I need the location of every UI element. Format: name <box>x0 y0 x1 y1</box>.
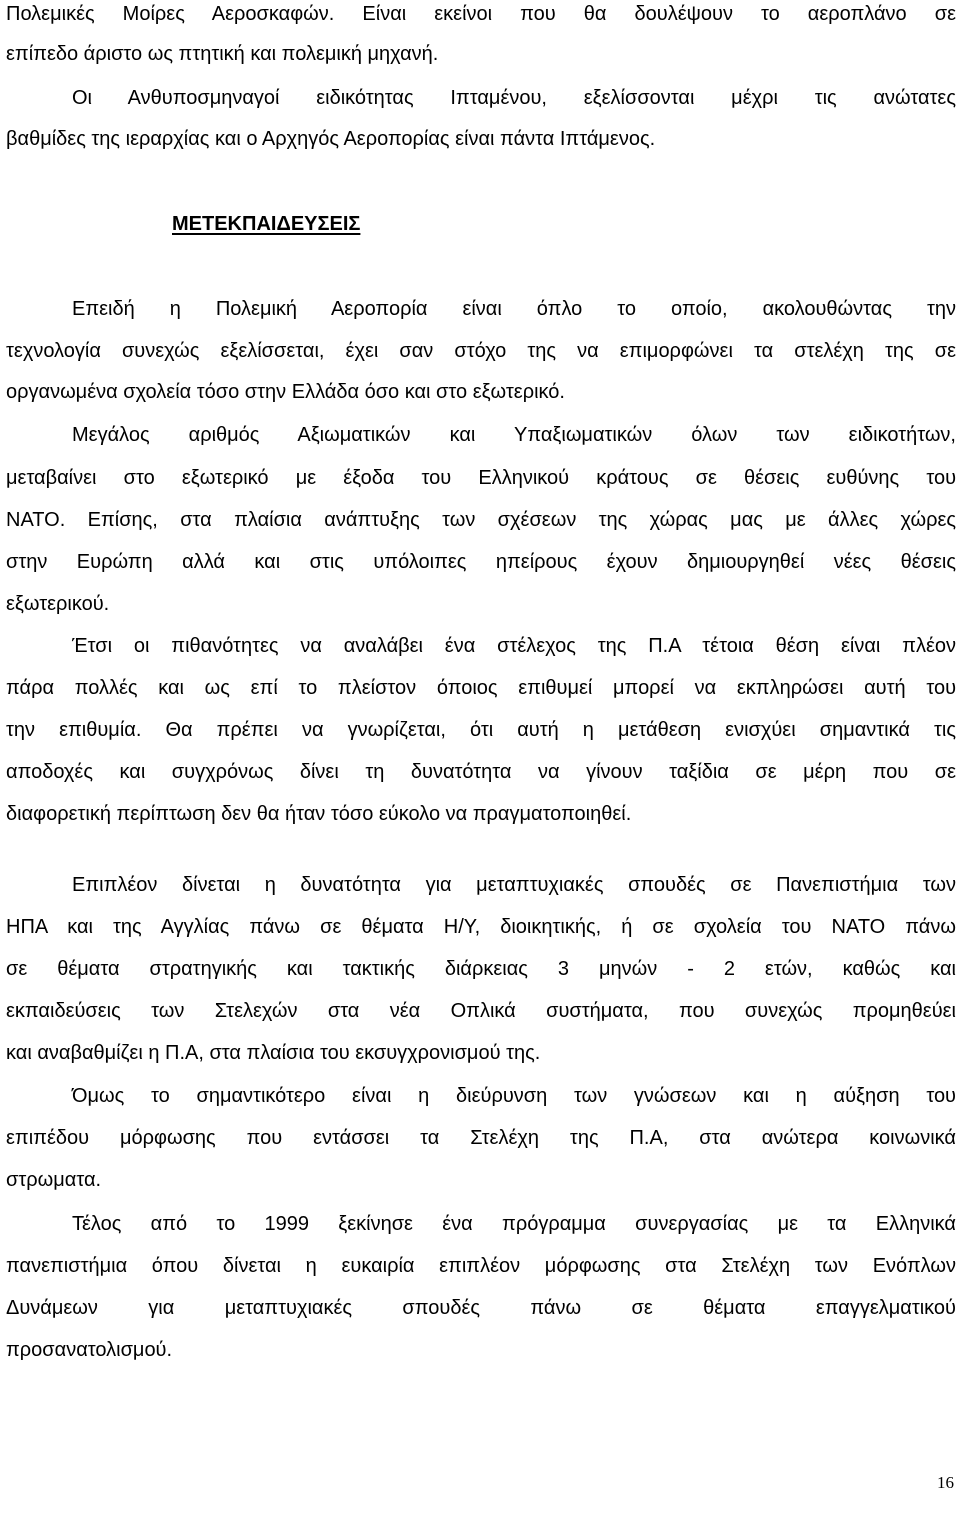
text-line: βαθμίδες της ιεραρχίας και ο Αρχηγός Αεροπορίας είναι πάντα Ιπτάμενος. <box>6 128 656 150</box>
text-line: Οι Ανθυποσμηναγοί ειδικότητας Ιπταμένου, εξελίσσονται μέχρι τις ανώτατες <box>72 87 956 109</box>
text-line: Επειδή η Πολεμική Αεροπορία είναι όπλο το οποίο, ακολουθώντας την <box>72 298 956 320</box>
text-line: στρωματα. <box>6 1169 102 1191</box>
text-line: Πολεμικές Μοίρες Αεροσκαφών. Είναι εκείνοι που θα δουλέψουν το αεροπλάνο σε <box>6 3 956 25</box>
text-line: οργανωμένα σχολεία τόσο στην Ελλάδα όσο και στο εξωτερικό. <box>6 381 565 403</box>
text-line: διαφορετική περίπτωση δεν θα ήταν τόσο εύκολο να πραγματοποιηθεί. <box>6 803 632 825</box>
text-line: ΝΑΤΟ. Επίσης, στα πλαίσια ανάπτυξης των σχέσεων της χώρας μας με άλλες χώρες <box>6 509 956 531</box>
document-page <box>6 0 956 1524</box>
text-line: αποδοχές και συγχρόνως δίνει τη δυνατότητα να γίνουν ταξίδια σε μέρη που σε <box>6 761 956 783</box>
text-line: Έτσι οι πιθανότητες να αναλάβει ένα στέλεχος της Π.Α τέτοια θέση είναι πλέον <box>72 635 956 657</box>
page-number: 16 <box>937 1473 954 1492</box>
text-line: την επιθυμία. Θα πρέπει να γνωρίζεται, ότι αυτή η μετάθεση ενισχύει σημαντικά τις <box>6 719 956 741</box>
text-line: και αναβαθμίζει η Π.Α, στα πλαίσια του εκσυγχρονισμού της. <box>6 1042 541 1064</box>
text-line: εκπαιδεύσεις των Στελεχών στα νέα Οπλικά συστήματα, που συνεχώς προμηθεύει <box>6 1000 956 1022</box>
text-line: πάρα πολλές και ως επί το πλείστον όποιος επιθυμεί μπορεί να εκπληρώσει αυτή του <box>6 677 956 699</box>
text-line: επιπέδου μόρφωσης που εντάσσει τα Στελέχη της Π.Α, στα ανώτερα κοινωνικά <box>6 1127 956 1149</box>
text-line: Όμως το σημαντικότερο είναι η διεύρυνση των γνώσεων και η αύξηση του <box>72 1085 956 1107</box>
text-line: επίπεδο άριστο ως πτητική και πολεμική μηχανή. <box>6 43 439 65</box>
text-line: σε θέματα στρατηγικής και τακτικής διάρκειας 3 μηνών - 2 ετών, καθώς και <box>6 958 956 980</box>
text-line: στην Ευρώπη αλλά και στις υπόλοιπες ηπείρους έχουν δημιουργηθεί νέες θέσεις <box>6 551 956 573</box>
text-line: εξωτερικού. <box>6 593 110 615</box>
text-line: μεταβαίνει στο εξωτερικό με έξοδα του Ελληνικού κράτους σε θέσεις ευθύνης του <box>6 467 956 489</box>
section-heading: ΜΕΤΕΚΠΑΙΔΕΥΣΕΙΣ <box>172 213 361 235</box>
text-line: ΗΠΑ και της Αγγλίας πάνω σε θέματα Η/Υ, διοικητικής, ή σε σχολεία του ΝΑΤΟ πάνω <box>6 916 956 938</box>
text-line: πανεπιστήμια όπου δίνεται η ευκαιρία επιπλέον μόρφωσης στα Στελέχη των Ενόπλων <box>6 1255 956 1277</box>
text-line: Επιπλέον δίνεται η δυνατότητα για μεταπτυχιακές σπουδές σε Πανεπιστήμια των <box>72 874 956 896</box>
text-line: Τέλος από το 1999 ξεκίνησε ένα πρόγραμμα συνεργασίας με τα Ελληνικά <box>72 1213 956 1235</box>
text-line: Μεγάλος αριθμός Αξιωματικών και Υπαξιωματικών όλων των ειδικοτήτων, <box>72 424 956 446</box>
text-line: Δυνάμεων για μεταπτυχιακές σπουδές πάνω σε θέματα επαγγελματικού <box>6 1297 956 1319</box>
text-line: τεχνολογία συνεχώς εξελίσσεται, έχει σαν στόχο της να επιμορφώνει τα στελέχη της σε <box>6 340 956 362</box>
text-line: προσανατολισμού. <box>6 1339 173 1361</box>
